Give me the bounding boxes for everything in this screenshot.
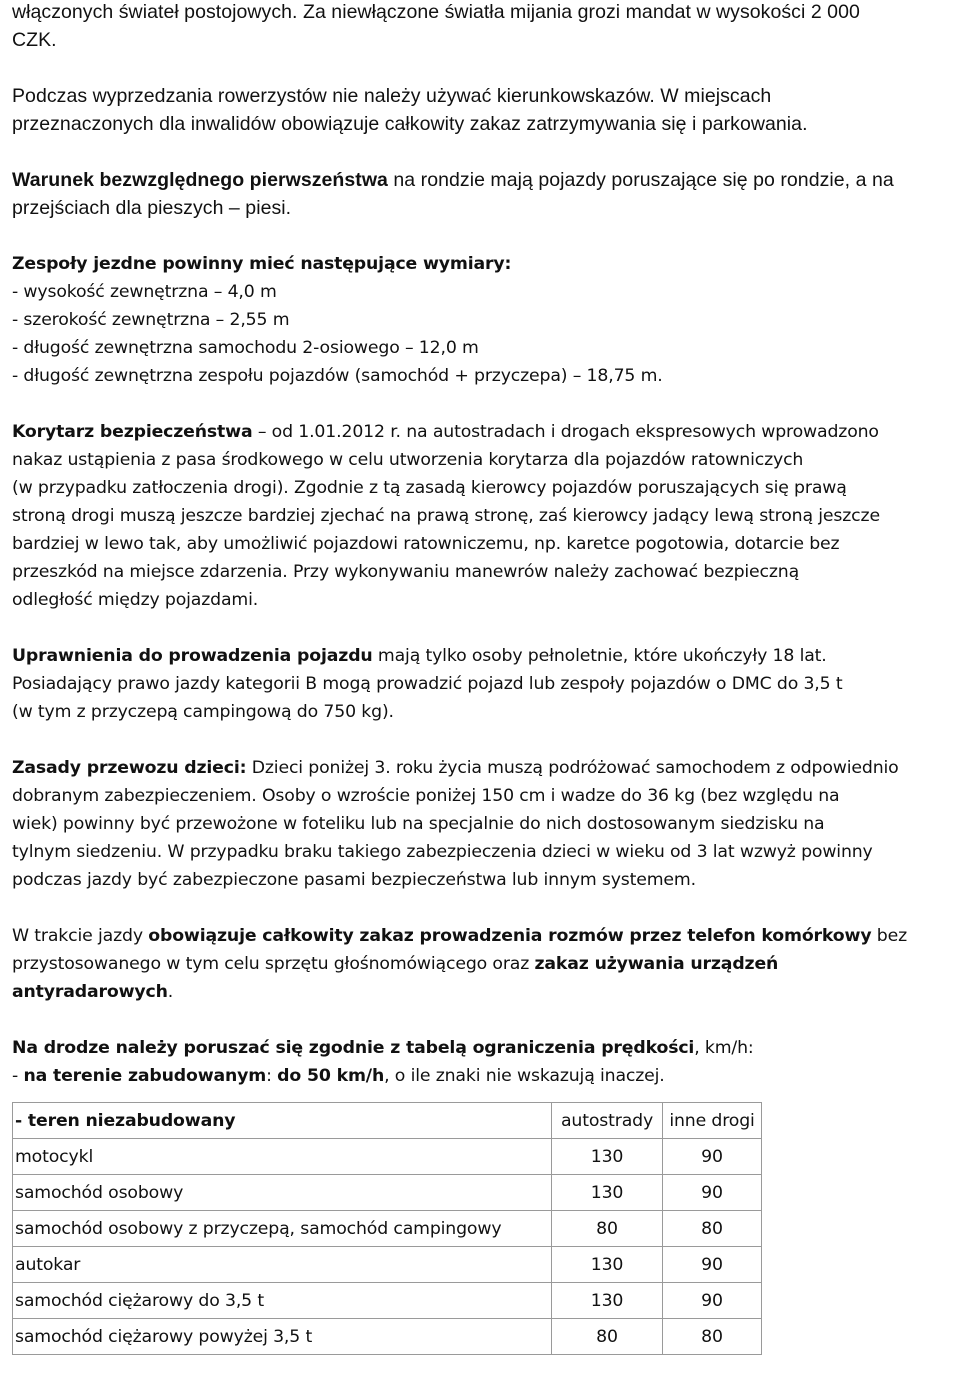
paragraph-speed [12, 1034, 960, 1090]
table-row [13, 1319, 762, 1355]
table-header-cell: autostrady [552, 1103, 663, 1139]
paragraph-lights [12, 0, 960, 54]
paragraph-corridor [12, 418, 960, 614]
table-row [13, 1211, 762, 1247]
table-row [13, 1139, 762, 1175]
other-roads-speed-cell: 90 [663, 1283, 762, 1319]
speed-limit-table [12, 1102, 762, 1355]
text-span: przystosowanego w tym celu sprzętu głośnomówiącego oraz [12, 954, 535, 974]
text-span: na rondzie mają pojazdy poruszające się po rondzie, a na [387, 169, 894, 191]
list-item: - szerokość zewnętrzna – 2,55 m [12, 310, 290, 330]
speed-heading: Na drodze należy poruszać się zgodnie z tabelą ograniczenia prędkości [12, 1038, 695, 1058]
vehicle-cell: motocykl [13, 1139, 552, 1175]
text-line: włączonych świateł postojowych. Za niewłączone światła mijania grozi mandat w wysokości 2 000 [12, 1, 860, 23]
table-header-cell: inne drogi [663, 1103, 762, 1139]
text-line: wiek) powinny być przewożone w foteliku lub na specjalnie do nich dostosowanym siedzisku na [12, 814, 825, 834]
bold-phrase: Warunek bezwzględnego pierwszeństwa [12, 169, 388, 191]
text-line: Posiadający prawo jazdy kategorii B mogą prowadzić pojazd lub zespoły pojazdów o DMC do 3,5 t [12, 674, 843, 694]
text-span: : [266, 1066, 278, 1086]
other-roads-speed-cell: 90 [663, 1139, 762, 1175]
text-line: dobranym zabezpieczeniem. Osoby o wzroście poniżej 150 cm i wadze do 36 kg (bez względu na [12, 786, 840, 806]
text-line: przeszkód na miejsce zdarzenia. Przy wykonywaniu manewrów należy zachować bezpieczną [12, 562, 800, 582]
motorway-speed-cell: 130 [552, 1175, 663, 1211]
bold-phrase: zakaz używania urządzeń [534, 954, 779, 974]
vehicle-cell: autokar [13, 1247, 552, 1283]
text-line: stroną drogi muszą jeszcze bardziej zjechać na prawą stronę, zaś kierowcy jadący lewą stroną jeszcze [12, 506, 880, 526]
text-line: tylnym siedzeniu. W przypadku braku takiego zabezpieczenia dzieci w wieku od 3 lat wzwyż powinny [12, 842, 873, 862]
motorway-speed-cell: 80 [552, 1211, 663, 1247]
motorway-speed-cell: 130 [552, 1283, 663, 1319]
header-label: - teren niezabudowany [15, 1110, 236, 1131]
text-line: podczas jazdy być zabezpieczone pasami bezpieczeństwa lub innym systemem. [12, 870, 696, 890]
text-span: , o ile znaki nie wskazują inaczej. [384, 1066, 665, 1086]
text-line: (w tym z przyczepą campingową do 750 kg). [12, 702, 394, 722]
other-roads-speed-cell: 90 [663, 1175, 762, 1211]
text-line: przeznaczonych dla inwalidów obowiązuje całkowity zakaz zatrzymywania się i parkowania. [12, 113, 808, 135]
bold-phrase: do 50 km/h [277, 1066, 385, 1086]
paragraph-roundabout [12, 166, 960, 222]
list-item: - długość zewnętrzna zespołu pojazdów (samochód + przyczepa) – 18,75 m. [12, 366, 663, 386]
text-line: nakaz ustąpienia z pasa środkowego w celu utworzenia korytarza dla pojazdów ratowniczych [12, 450, 804, 470]
text-line: (w przypadku zatłoczenia drogi). Zgodnie z tą zasadą kierowcy pojazdów poruszających się prawą [12, 478, 847, 498]
other-roads-speed-cell: 80 [663, 1211, 762, 1247]
text-line: odległość między pojazdami. [12, 590, 259, 610]
bold-phrase: antyradarowych [12, 982, 168, 1002]
motorway-speed-cell: 80 [552, 1319, 663, 1355]
text-span: - [12, 1066, 24, 1086]
text-line: przejściach dla pieszych – piesi. [12, 197, 292, 219]
vehicle-cell: samochód ciężarowy powyżej 3,5 t [13, 1319, 552, 1355]
list-item: - wysokość zewnętrzna – 4,0 m [12, 282, 277, 302]
text-span: bez [871, 926, 908, 946]
table-row [13, 1175, 762, 1211]
motorway-speed-cell: 130 [552, 1139, 663, 1175]
text-line: CZK. [12, 29, 57, 51]
paragraph-children [12, 754, 960, 894]
text-span: . [167, 982, 174, 1002]
vehicle-cell: samochód ciężarowy do 3,5 t [13, 1283, 552, 1319]
vehicle-cell: samochód osobowy z przyczepą, samochód campingowy [13, 1211, 552, 1247]
other-roads-speed-cell: 90 [663, 1247, 762, 1283]
dimensions-heading: Zespoły jezdne powinny mieć następujące wymiary: [12, 254, 512, 274]
table-row [13, 1283, 762, 1319]
list-item: - długość zewnętrzna samochodu 2-osiowego – 12,0 m [12, 338, 479, 358]
bold-phrase: obowiązuje całkowity zakaz prowadzenia rozmów przez telefon komórkowy [148, 926, 872, 946]
table-header-row [13, 1103, 762, 1139]
text-span: mają tylko osoby pełnoletnie, które ukończyły 18 lat. [372, 646, 827, 666]
paragraph-phone [12, 922, 960, 1006]
bold-phrase: Korytarz bezpieczeństwa [12, 422, 253, 442]
paragraph-license [12, 642, 960, 726]
bold-phrase: Uprawnienia do prowadzenia pojazdu [12, 646, 373, 666]
text-span: – od 1.01.2012 r. na autostradach i drogach ekspresowych wprowadzono [252, 422, 879, 442]
paragraph-cyclists [12, 82, 960, 138]
text-span: , km/h: [694, 1038, 754, 1058]
text-line: Podczas wyprzedzania rowerzystów nie należy używać kierunkowskazów. W miejscach [12, 85, 772, 107]
text-span: W trakcie jazdy [12, 926, 149, 946]
table-row [13, 1247, 762, 1283]
other-roads-speed-cell: 80 [663, 1319, 762, 1355]
bold-phrase: na terenie zabudowanym [23, 1066, 267, 1086]
table-header-cell [13, 1103, 552, 1139]
text-span: Dzieci poniżej 3. roku życia muszą podróżować samochodem z odpowiednio [246, 758, 899, 778]
text-line: bardziej w lewo tak, aby umożliwić pojazdowi ratowniczemu, np. karetce pogotowia, dotarcie bez [12, 534, 840, 554]
document-page [12, 0, 960, 1347]
motorway-speed-cell: 130 [552, 1247, 663, 1283]
bold-phrase: Zasady przewozu dzieci: [12, 758, 247, 778]
vehicle-cell: samochód osobowy [13, 1175, 552, 1211]
paragraph-dimensions [12, 250, 960, 390]
